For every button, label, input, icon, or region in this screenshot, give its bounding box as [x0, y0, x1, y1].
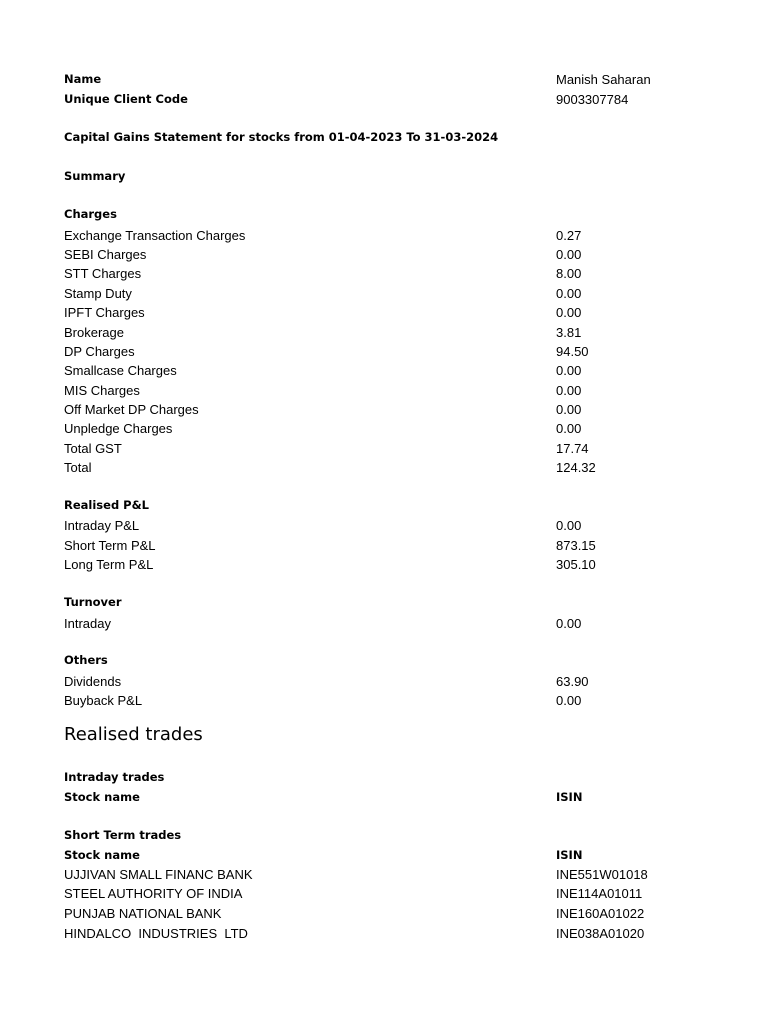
charge-row: [64, 439, 704, 458]
trade-stock-name: PUNJAB NATIONAL BANK: [64, 906, 222, 921]
stock-name-column-header: Stock name: [64, 848, 140, 862]
charge-row: [64, 303, 704, 322]
ucc-value: 9003307784: [556, 92, 629, 107]
realised-value: 0.00: [556, 518, 582, 533]
charge-row: [64, 284, 704, 303]
others-heading-row: [64, 651, 704, 670]
short-term-trades-header-row: [64, 846, 704, 865]
turnover-value: 0.00: [556, 616, 582, 631]
turnover-heading: Turnover: [64, 595, 122, 609]
charge-label: IPFT Charges: [64, 305, 145, 320]
intraday-trades-header-row: [64, 788, 704, 807]
charge-value: 17.74: [556, 441, 589, 456]
charge-label: Off Market DP Charges: [64, 402, 199, 417]
charge-label: Total GST: [64, 441, 122, 456]
trade-stock-name: HINDALCO INDUSTRIES LTD: [64, 926, 248, 941]
isin-column-header: ISIN: [556, 790, 583, 804]
charge-label: Smallcase Charges: [64, 363, 177, 378]
trade-isin: INE114A01011: [556, 886, 643, 901]
stock-name-column-header: Stock name: [64, 790, 140, 804]
realised-row: [64, 516, 704, 535]
charge-total-row: [64, 458, 704, 477]
charge-value: 3.81: [556, 325, 582, 340]
charge-value: 0.27: [556, 228, 582, 243]
intraday-trades-heading: Intraday trades: [64, 770, 165, 784]
summary-heading: Summary: [64, 169, 126, 183]
trade-row: [64, 865, 704, 884]
trade-stock-name: STEEL AUTHORITY OF INDIA: [64, 886, 243, 901]
name-label: Name: [64, 72, 102, 86]
trade-isin: INE038A01020: [556, 926, 645, 941]
charge-label: MIS Charges: [64, 383, 140, 398]
charge-value: 8.00: [556, 266, 582, 281]
others-value: 63.90: [556, 674, 589, 689]
statement-title: Capital Gains Statement for stocks from 01-04-2023 To 31-03-2024: [64, 130, 499, 144]
summary-heading-row: [64, 167, 704, 186]
charge-row: [64, 381, 704, 400]
realised-row: [64, 536, 704, 555]
ucc-row: [64, 90, 704, 109]
realised-row: [64, 555, 704, 574]
realised-trades-heading: Realised trades: [64, 724, 203, 745]
trade-isin: INE160A01022: [556, 906, 645, 921]
charge-label: Brokerage: [64, 325, 124, 340]
charge-row: [64, 264, 704, 283]
charge-value: 0.00: [556, 286, 582, 301]
others-label: Dividends: [64, 674, 122, 689]
others-heading: Others: [64, 653, 108, 667]
charge-value: 94.50: [556, 344, 589, 359]
charge-value: 0.00: [556, 421, 582, 436]
charge-label: Total: [64, 460, 92, 475]
charge-value: 124.32: [556, 460, 596, 475]
others-row: [64, 691, 704, 710]
trade-row: [64, 884, 704, 903]
trade-isin: INE551W01018: [556, 867, 648, 882]
realised-value: 305.10: [556, 557, 596, 572]
realised-heading-row: [64, 496, 704, 515]
charge-label: Exchange Transaction Charges: [64, 228, 246, 243]
charge-label: Stamp Duty: [64, 286, 132, 301]
realised-heading: Realised P&L: [64, 498, 149, 512]
intraday-trades-heading-row: [64, 768, 704, 787]
short-term-trades-heading: Short Term trades: [64, 828, 182, 842]
turnover-heading-row: [64, 593, 704, 612]
isin-column-header: ISIN: [556, 848, 583, 862]
charge-label: DP Charges: [64, 344, 135, 359]
others-value: 0.00: [556, 693, 582, 708]
name-value: Manish Saharan: [556, 72, 651, 87]
short-term-trades-heading-row: [64, 826, 704, 845]
realised-label: Long Term P&L: [64, 557, 154, 572]
charge-value: 0.00: [556, 363, 582, 378]
turnover-row: [64, 614, 704, 633]
charge-row: [64, 245, 704, 264]
statement-title-row: [64, 128, 704, 147]
charge-label: Unpledge Charges: [64, 421, 173, 436]
ucc-label: Unique Client Code: [64, 92, 188, 106]
others-label: Buyback P&L: [64, 693, 143, 708]
realised-label: Intraday P&L: [64, 518, 140, 533]
charges-heading-row: [64, 205, 704, 224]
charge-value: 0.00: [556, 305, 582, 320]
charge-row: [64, 361, 704, 380]
name-row: [64, 70, 704, 89]
trade-stock-name: UJJIVAN SMALL FINANC BANK: [64, 867, 253, 882]
charge-label: SEBI Charges: [64, 247, 147, 262]
realised-label: Short Term P&L: [64, 538, 156, 553]
charge-row: [64, 419, 704, 438]
charge-row: [64, 323, 704, 342]
turnover-label: Intraday: [64, 616, 111, 631]
trade-row: [64, 924, 704, 943]
trade-row: [64, 904, 704, 923]
charge-value: 0.00: [556, 383, 582, 398]
realised-value: 873.15: [556, 538, 596, 553]
charges-heading: Charges: [64, 207, 117, 221]
charge-row: [64, 226, 704, 245]
charge-value: 0.00: [556, 402, 582, 417]
others-row: [64, 672, 704, 691]
charge-row: [64, 400, 704, 419]
charge-value: 0.00: [556, 247, 582, 262]
charge-label: STT Charges: [64, 266, 142, 281]
charge-row: [64, 342, 704, 361]
